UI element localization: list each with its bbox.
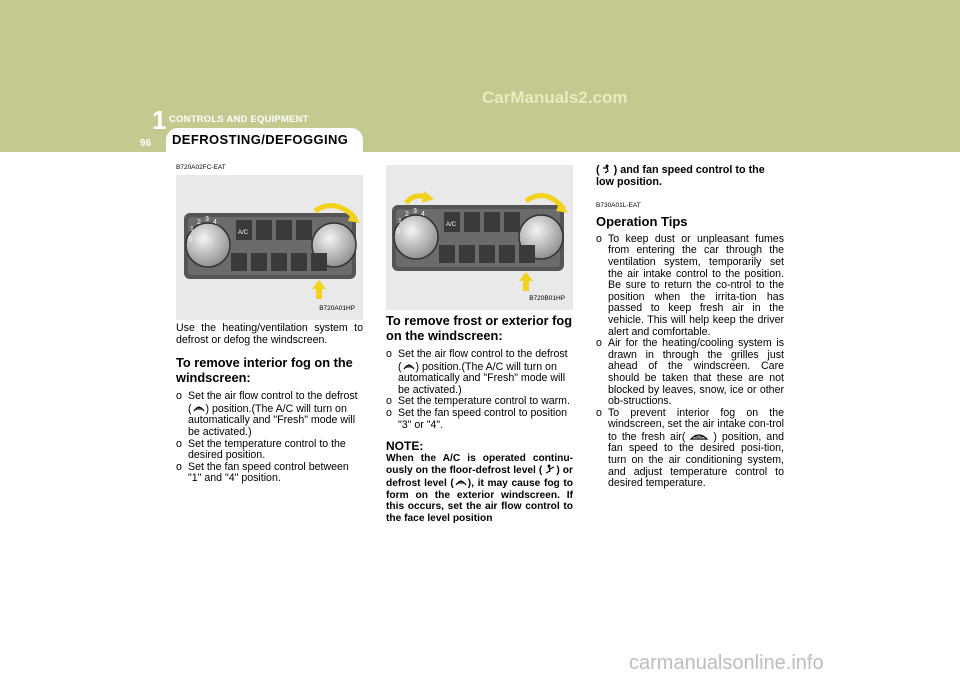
list-item: o To keep dust or unpleasant fumes from entering the car through the ventilation system, temporarily set the air intake control to the position. Be sure to return the co-ntrol to the position when the irrita-tion has passed to keep fresh air in the vehicle. This will help keep the driver alert and comfortable.	[596, 232, 784, 338]
list-item: o Set the air flow control to the defrost ( ) position.(The A/C will turn on automatically and "Fresh" mode will be activated.)	[176, 390, 358, 438]
climate-panel-figure-2	[386, 165, 573, 310]
list-item: o Set the temperature control to the desired position.	[176, 437, 346, 462]
fan-num-4: 4	[213, 219, 217, 226]
fan-num-2: 2	[405, 211, 409, 218]
face-level-icon	[600, 164, 614, 174]
ac-label: A/C	[446, 222, 457, 228]
middle-column	[386, 313, 573, 524]
intro-text: Use the heating/ventilation system to defrost or defog the windscreen.	[176, 322, 363, 346]
list-item: o To prevent interior fog on the windscreen, set the air intake con-trol to the fresh air( ) position, and fan speed to the desired posi-tion, turn on the air conditioning system, and adjust temperature control to desired temperature.	[596, 406, 784, 490]
note-title: NOTE:	[386, 439, 424, 454]
climate-panel-illustration	[176, 175, 363, 320]
watermark-link[interactable]: CarManuals2.com	[482, 88, 628, 107]
defrost-icon	[454, 477, 468, 487]
defrost-icon	[192, 403, 206, 413]
chapter-title: CONTROLS AND EQUIPMENT	[169, 114, 309, 125]
heading-operation-tips: Operation Tips	[596, 213, 688, 229]
page-number: 96	[140, 138, 152, 149]
fan-num-1: 1	[398, 218, 402, 225]
figure-label: B720B01HP	[529, 295, 565, 302]
list-item: o Set the fan speed control between "1" and "4" position.	[176, 460, 349, 485]
defrost-icon	[402, 361, 416, 371]
footer-watermark: carmanualsonline.info	[629, 652, 824, 674]
climate-panel-figure-1	[176, 175, 363, 320]
fan-num-3: 3	[205, 216, 209, 223]
up-arrow-icon	[519, 272, 533, 291]
right-column	[596, 164, 784, 490]
list-item: o Set the temperature control to warm.	[386, 395, 570, 408]
list-item: o Set the fan speed control to position "3" or "4".	[386, 406, 568, 431]
heading-exterior-fog: To remove frost or exterior fog on the windscreen:	[386, 313, 573, 343]
section-title: DEFROSTING/DEFOGGING	[172, 132, 349, 147]
fresh-air-icon	[685, 431, 713, 441]
fan-num-0: 0	[188, 236, 192, 243]
continued-text: ( ) and fan speed control to the low position.	[596, 164, 765, 188]
heading-interior-fog: To remove interior fog on the windscreen:	[176, 355, 353, 386]
fan-num-2: 2	[197, 219, 201, 226]
left-column	[176, 323, 363, 485]
ref-code: B720A02FC-EAT	[176, 164, 226, 171]
fan-num-4: 4	[421, 211, 425, 218]
ac-label: A/C	[238, 230, 249, 236]
chapter-number: 1	[152, 105, 167, 135]
climate-panel-illustration	[386, 165, 573, 310]
floor-defrost-icon	[542, 464, 556, 474]
list-item: o Set the air flow control to the defrost ( ) position.(The A/C will turn on automatically and "Fresh" mode will be activated.)	[386, 348, 568, 396]
up-arrow-icon	[312, 280, 326, 299]
ref-code: B730A01L-EAT	[596, 202, 641, 210]
note-text: When the A/C is operated continu-ously on the floor-defrost level ( ) or defrost level ( ), it may cause fog to form on the exterior windscreen. If this occurs, set the air flow control to the face level position	[386, 452, 573, 524]
section-tab	[166, 128, 363, 152]
fan-num-3: 3	[413, 208, 417, 215]
fan-num-1: 1	[190, 226, 194, 233]
fan-num-0: 0	[396, 228, 400, 235]
figure-label: B720A01HP	[319, 305, 355, 312]
list-item: o Air for the heating/cooling system is drawn in through the grilles just ahead of the windscreen. Care should be taken that these are not blocked by leaves, snow, ice or other ob-structions.	[596, 337, 784, 408]
page-header	[0, 0, 960, 152]
